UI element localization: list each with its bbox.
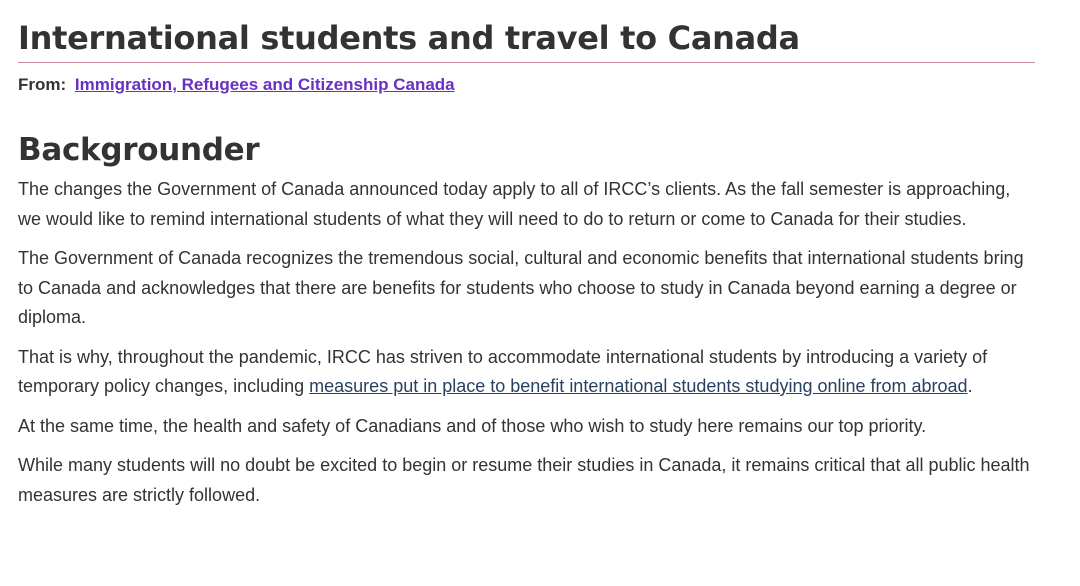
paragraph-3-text: That is why, throughout the pandemic, IRCC has striven to accommodate international students by introducing a variety of temporary policy changes, including <box>18 346 988 396</box>
paragraph-5: While many students will no doubt be excited to begin or resume their studies in Canada, it remains critical that all public health measures are strictly followed. <box>18 455 1030 505</box>
from-label: From: <box>18 75 67 94</box>
paragraph-3 <box>18 343 1038 402</box>
section-heading: Backgrounder <box>18 132 260 168</box>
page-title: International students and travel to Canada <box>18 19 800 57</box>
title-divider <box>18 62 1035 63</box>
page-content <box>18 0 1038 510</box>
online-measures-link[interactable]: measures put in place to benefit international students studying online from abroad <box>309 376 968 396</box>
paragraph-4: At the same time, the health and safety of Canadians and of those who wish to study here remains our top priority. <box>18 415 927 436</box>
paragraph-2: The Government of Canada recognizes the tremendous social, cultural and economic benefits that international students bring to Canada and acknowledges that there are benefits for students who choose to study in Canada beyond earning a degree or diploma. <box>18 248 1024 327</box>
paragraph-1: The changes the Government of Canada announced today apply to all of IRCC’s clients. As the fall semester is approaching, we would like to remind international students of what they will need to do to return or come to Canada for their studies. <box>18 179 1011 229</box>
department-link[interactable]: Immigration, Refugees and Citizenship Canada <box>74 75 455 94</box>
from-line <box>18 74 1038 96</box>
paragraph-3-end: . <box>967 376 973 396</box>
